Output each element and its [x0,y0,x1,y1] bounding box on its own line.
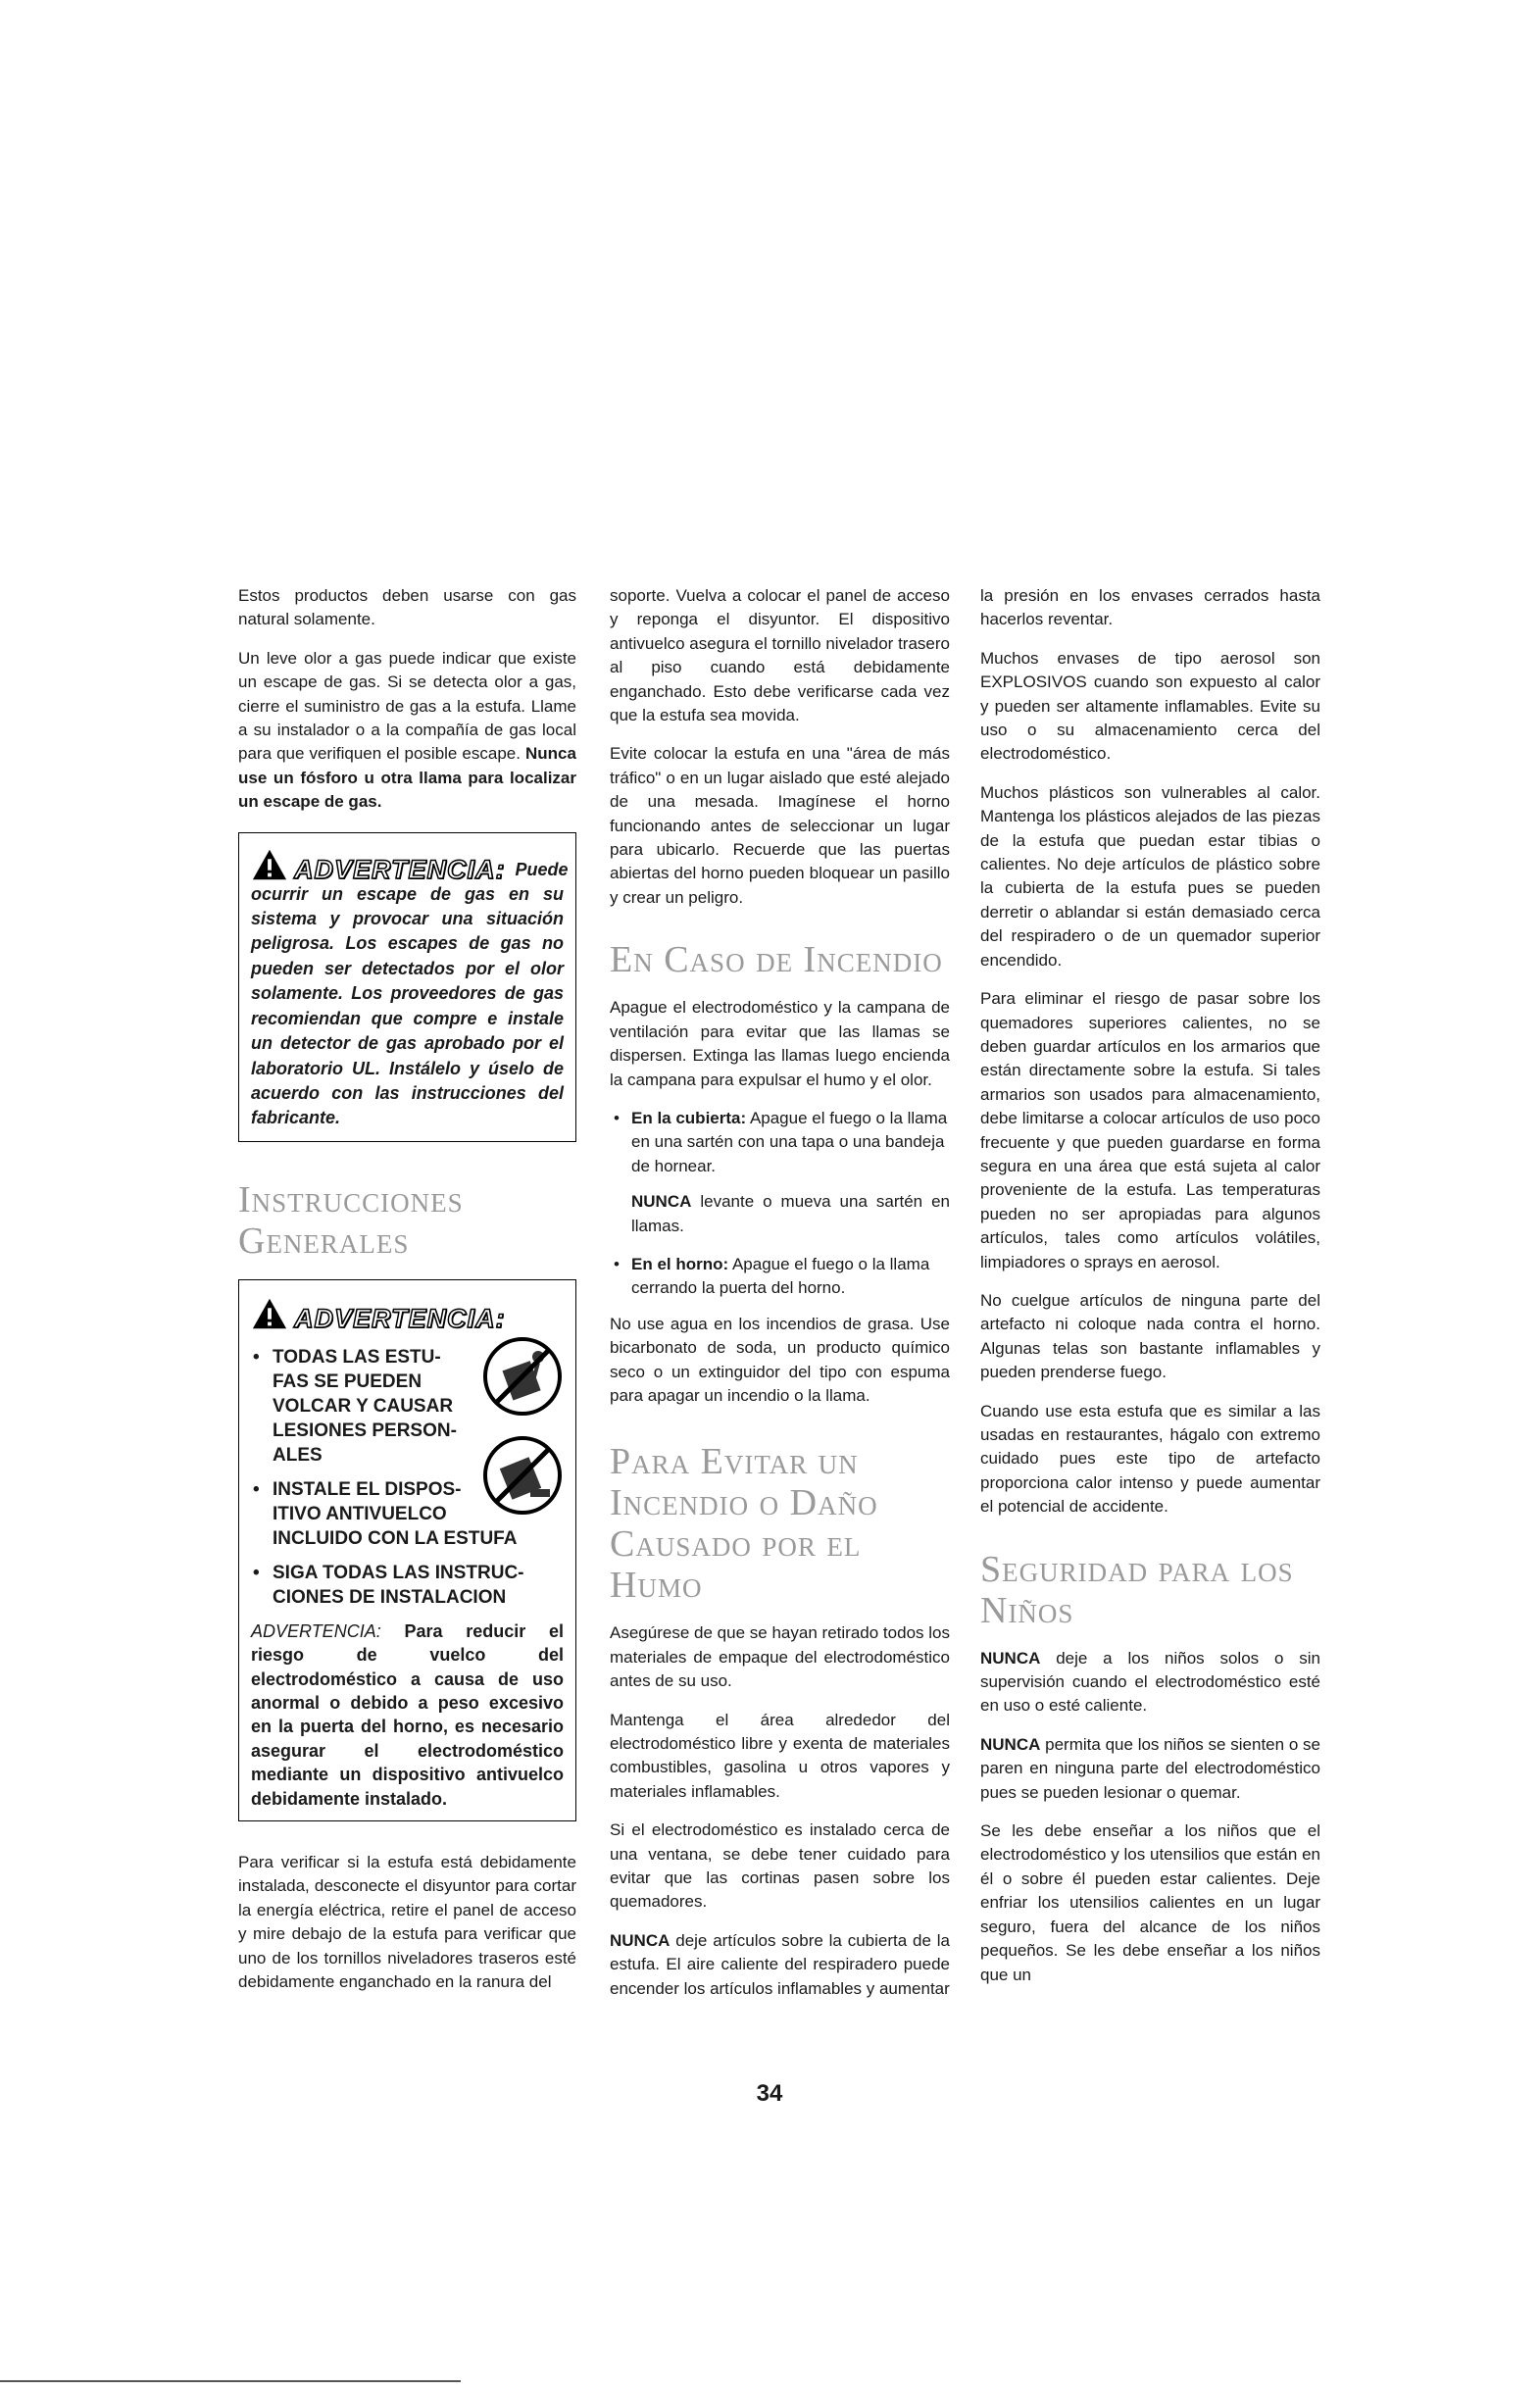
list-item: • En la cubierta: Apague el fuego o la llama en una sartén con una tapa o una bandeja de hornear. [610,1107,950,1178]
warning-label: ADVERTENCIA: [294,855,506,885]
warning-body: ocurrir un escape de gas en su sistema y provocar una situación peligrosa. Los escapes de gas no pueden ser detectados por el olor solamente. Los proveedores de gas recomiendan que compre e instale un detector de gas aprobado por el laboratorio UL. Instálelo y úselo de acuerdo con las instrucciones del fabricante. [251,883,564,1128]
page-number: 34 [756,2080,783,2107]
section-heading: En Caso de Incendio [610,939,943,981]
warning-triangle-icon [251,1296,288,1331]
column-middle [610,584,950,2016]
paragraph: Muchos envases de tipo aerosol son EXPLOSIVOS cuando son expuesto al calor y pueden ser altamente inflamables. Evite su uso o su almacenamiento cerca del electrodoméstico. [980,648,1320,764]
paragraph: NUNCA levante o mueva una sartén en llamas. [631,1192,950,1235]
paragraph: Apague el electrodoméstico y la campana de ventilación para evitar que las llamas se dispersen. Extinga las llamas luego encienda la campana para expulsar el humo y el olor. [610,998,950,1089]
paragraph: NUNCA permita que los niños se sienten o se paren en ninguna parte del electrodoméstico pues se pueden lesionar o quemar. [980,1734,1320,1802]
anti-tip-device-icon [481,1434,564,1517]
paragraph: NUNCA deje artículos sobre la cubierta de la estufa. El aire caliente del respiradero puede encender los artículos inflamables y aumentar [610,1930,950,1998]
paragraph: Evite colocar la estufa en una "área de más tráfico" o en un lugar aislado que esté alejado de una mesada. Imagínese el horno funcionando antes de seleccionar un lugar para ubicarlo. Recuerde que las puertas abiertas del horno pueden bloquear un pasillo y crear un peligro. [610,744,950,907]
bold-warning-text: Nunca use un fósforo u otra llama para localizar un escape de gas. [238,744,576,812]
paragraph: Asegúrese de que se hayan retirado todos los materiales de empaque del electrodoméstico antes de su uso. [610,1623,950,1691]
column-left [238,584,576,2009]
paragraph: No use agua en los incendios de grasa. Use bicarbonato de soda, un producto químico seco o un extinguidor del tipo con espuma para apagar un incendio o la llama. [610,1314,950,1405]
paragraph: No cuelgue artículos de ninguna parte del artefacto ni coloque nada contra el horno. Algunas telas son bastante inflamables y pueden prenderse fuego. [980,1290,1320,1382]
paragraph: Cuando use esta estufa que es similar a las usadas en restaurantes, hágalo con extremo cuidado pues este tipo de artefacto proporciona calor intenso y puede aumentar el potencial de accidente. [980,1401,1320,1517]
section-heading: Para Evitar un Incendio o Daño Causado por el Humo [610,1441,878,1607]
section-heading: Instrucciones Generales [238,1178,464,1262]
list-item: • TODAS LAS ESTU- FAS SE PUEDEN VOLCAR Y CAUSAR LESIONES PERSON- ALES [251,1345,564,1468]
warning-label: ADVERTENCIA: [294,1304,506,1334]
paragraph: Muchos plásticos son vulnerables al calor. Mantenga los plásticos alejados de las piezas de la estufa que puedan estar tibias o calientes. No deje artículos de plástico sobre la cubierta de la estufa pues se pueden derretir o ablandar si están demasiado cerca del respiradero o de un quemador superior encendido. [980,782,1320,970]
paragraph: la presión en los envases cerrados hasta hacerlos reventar. [980,586,1320,629]
paragraph: Estos productos deben usarse con gas natural solamente. [238,586,576,629]
warning-title [251,1296,564,1334]
paragraph: Para verificar si la estufa está debidamente instalada, desconecte el disyuntor para cortar la energía eléctrica, retire el panel de acceso y mire debajo de la estufa para verificar que uno de los tornillos niveladores traseros esté debidamente enganchado en la ranura del [238,1852,576,1991]
list-item: • INSTALE EL DISPOS- ITIVO ANTIVUELCO INCLUIDO CON LA ESTUFA [251,1477,564,1551]
paragraph: Mantenga el área alrededor del electrodoméstico libre y exenta de materiales combustibles, gasolina u otros vapores y materiales inflamables. [610,1710,950,1801]
column-right [980,584,1320,2002]
paragraph: soporte. Vuelva a colocar el panel de acceso y reponga el disyuntor. El dispositivo antivuelco asegura el tornillo nivelador trasero al piso cuando está debidamente enganchado. Esto debe verificarse cada vez que la estufa sea movida. [610,586,950,725]
paragraph: NUNCA deje a los niños solos o sin supervisión cuando el electrodoméstico esté en uso o esté caliente. [980,1648,1320,1716]
paragraph: Se les debe enseñar a los niños que el electrodoméstico y los utensilios que están en él o sobre él pueden estar calientes. Deje enfriar los utensilios calientes en un lugar seguro, fuera del alcance de los niños pequeños. Se les debe enseñar a los niños que un [980,1821,1320,1984]
section-heading: Seguridad para los Niños [980,1548,1294,1631]
list-item: • SIGA TODAS LAS INSTRUC- CIONES DE INSTALACION [251,1561,564,1610]
paragraph: Si el electrodoméstico es instalado cerca de una ventana, se debe tener cuidado para evitar que las cortinas pasen sobre los quemadores. [610,1820,950,1912]
paragraph: Para eliminar el riesgo de pasar sobre los quemadores superiores calientes, no se deben guardar artículos en los armarios que están directamente sobre la estufa. Si tales armarios son usados para almacenamiento, debe limitarse a colocar artículos de uso poco frecuente y que pueden guardarse en forma segura en una área que está sujeta al calor proveniente de la estufa. Las temperaturas pueden no ser apropiadas para algunos artículos, tales como artículos volátiles, limpiadores o sprays en aerosol. [980,989,1320,1271]
paragraph: Un leve olor a gas puede indicar que existe un escape de gas. Si se detecta olor a gas, cierre el suministro de gas a la estufa. Llame a su instalador o a la compañía de gas local para que verifiquen el posible escape. Nunca use un fósforo u otra llama para localizar un escape de gas. [238,648,576,812]
stove-tip-over-icon [481,1335,564,1418]
bottom-rule [0,2380,461,2382]
warning-box-gas [238,832,576,1142]
warning-title: ADVERTENCIA: Puede [251,847,564,882]
warning-body: ADVERTENCIA: Para reducir el riesgo de vuelco del electrodoméstico a causa de uso anormal o debido a peso excesivo en la puerta del horno, es necesario asegurar el electrodoméstico mediante un dispositivo antivuelco debidamente instalado. [251,1620,564,1809]
warning-triangle-icon [251,847,288,882]
warning-box-tip [238,1279,576,1821]
list-item: • En el horno: Apague el fuego o la llama cerrando la puerta del horno. [610,1253,950,1301]
